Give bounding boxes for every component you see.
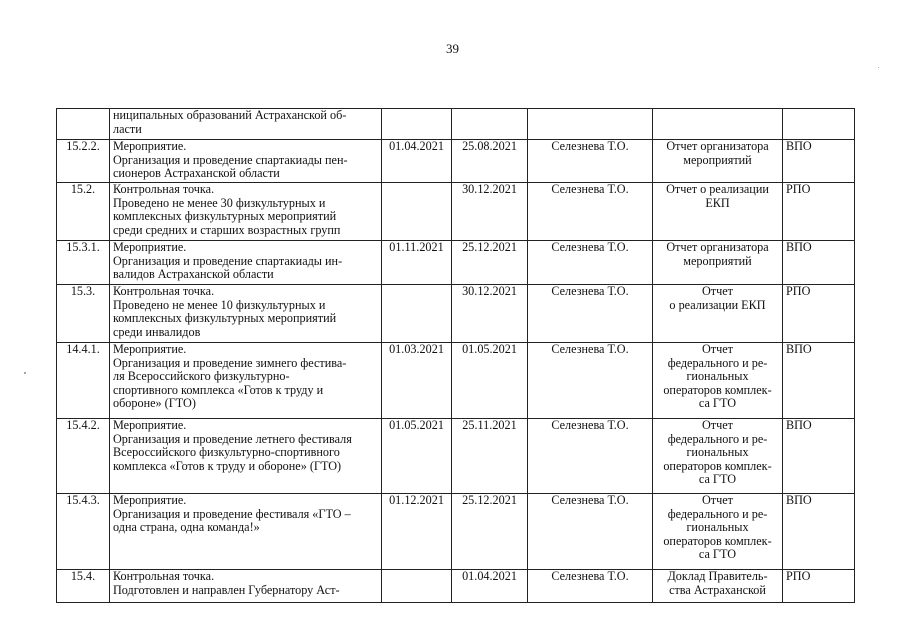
document-cell-line: Отчет организатора — [666, 240, 769, 254]
document-cell — [653, 109, 783, 140]
end-date-cell: 25.11.2021 — [452, 419, 528, 494]
document-cell — [653, 140, 783, 183]
start-date-cell — [382, 109, 452, 140]
description-cell-line: ля Всероссийского физкультурно- — [113, 369, 290, 383]
responsible-cell: Селезнева Т.О. — [528, 183, 653, 241]
description-cell — [110, 140, 382, 183]
item-number-cell: 14.4.1. — [57, 343, 110, 419]
end-date-cell: 25.12.2021 — [452, 494, 528, 570]
level-cell: РПО — [783, 285, 855, 343]
document-cell-line: Отчет — [702, 493, 733, 507]
description-cell-line: Организация и проведение фестиваля «ГТО – — [113, 506, 351, 521]
document-cell-line: Отчет — [702, 342, 733, 356]
description-cell-line: комплексных физкультурных мероприятий — [113, 311, 337, 325]
description-cell — [110, 570, 382, 603]
description-cell-line: Организация и проведение спартакиады ин- — [113, 253, 343, 268]
document-cell-line: федерального и ре- — [667, 431, 768, 446]
level-cell — [783, 109, 855, 140]
document-cell-line: са ГТО — [698, 547, 737, 561]
start-date-cell: 01.03.2021 — [382, 343, 452, 419]
description-cell — [110, 285, 382, 343]
table-row — [57, 343, 855, 419]
responsible-cell: Селезнева Т.О. — [528, 343, 653, 419]
description-cell-line: Контрольная точка. — [113, 569, 215, 583]
start-date-cell: 01.04.2021 — [382, 140, 452, 183]
description-cell-line: Организация и проведение летнего фестиваля — [113, 431, 352, 446]
table-row — [57, 183, 855, 241]
description-cell — [110, 241, 382, 285]
scan-speck — [24, 372, 26, 374]
start-date-cell: 01.11.2021 — [382, 241, 452, 285]
document-cell-line: гиональных — [686, 445, 749, 459]
responsible-cell: Селезнева Т.О. — [528, 494, 653, 570]
responsible-cell: Селезнева Т.О. — [528, 241, 653, 285]
description-cell — [110, 183, 382, 241]
document-cell — [653, 241, 783, 285]
scan-speck — [878, 67, 879, 68]
document-cell — [653, 570, 783, 603]
document-cell-line: са ГТО — [698, 396, 737, 410]
end-date-cell: 30.12.2021 — [452, 285, 528, 343]
end-date-cell: 25.12.2021 — [452, 241, 528, 285]
document-cell — [653, 494, 783, 570]
document-cell-line: са ГТО — [698, 472, 737, 486]
responsible-cell: Селезнева Т.О. — [528, 570, 653, 603]
document-cell-line: гиональных — [686, 369, 749, 383]
start-date-cell — [382, 285, 452, 343]
description-cell-line: комплексных физкультурных мероприятий — [113, 209, 337, 223]
description-cell — [110, 109, 382, 140]
document-cell-line: Доклад Правитель- — [667, 569, 768, 583]
item-number-cell: 15.4.3. — [57, 494, 110, 570]
document-cell-line: операторов комплек- — [663, 533, 772, 548]
document-cell-line: ЕКП — [705, 195, 730, 210]
responsible-cell: Селезнева Т.О. — [528, 140, 653, 183]
description-cell-line: валидов Астраханской области — [113, 267, 274, 281]
responsible-cell — [528, 109, 653, 140]
description-cell-line: Контрольная точка. — [113, 284, 215, 298]
table-row — [57, 570, 855, 603]
document-cell — [653, 343, 783, 419]
description-cell-line: спортивного комплекса «Готов к труду и — [113, 382, 324, 397]
description-cell-line: Мероприятие. — [113, 493, 187, 507]
document-cell — [653, 419, 783, 494]
item-number-cell: 15.4. — [57, 570, 110, 603]
description-cell — [110, 494, 382, 570]
document-cell — [653, 285, 783, 343]
description-cell-line: Контрольная точка. — [113, 182, 215, 196]
description-cell-line: Организация и проведение зимнего фестива- — [113, 355, 347, 370]
description-cell-line: комплекса «Готов к труду и обороне» (ГТО) — [113, 458, 342, 473]
description-cell-line: Организация и проведение спартакиады пен- — [113, 152, 348, 167]
document-cell-line: мероприятий — [683, 152, 752, 167]
item-number-cell — [57, 109, 110, 140]
level-cell: РПО — [783, 570, 855, 603]
document-cell — [653, 183, 783, 241]
document-cell-line: Отчет о реализации — [666, 182, 769, 196]
description-cell-line: Всероссийского физкультурно-спортивного — [113, 445, 340, 459]
item-number-cell: 15.4.2. — [57, 419, 110, 494]
description-cell — [110, 419, 382, 494]
table-row — [57, 109, 855, 140]
document-cell-line: мероприятий — [683, 253, 752, 268]
end-date-cell: 01.05.2021 — [452, 343, 528, 419]
responsible-cell: Селезнева Т.О. — [528, 419, 653, 494]
item-number-cell: 15.2.2. — [57, 140, 110, 183]
end-date-cell: 01.04.2021 — [452, 570, 528, 603]
item-number-cell: 15.3.1. — [57, 241, 110, 285]
start-date-cell — [382, 570, 452, 603]
start-date-cell — [382, 183, 452, 241]
plan-table — [56, 108, 855, 603]
table-row — [57, 494, 855, 570]
document-cell-line: операторов комплек- — [663, 382, 772, 397]
document-cell-line: операторов комплек- — [663, 458, 772, 473]
description-cell-line: Мероприятие. — [113, 139, 187, 153]
description-cell-line: среди средних и старших возрастных групп — [113, 222, 341, 237]
description-cell-line: сионеров Астраханской области — [113, 166, 280, 180]
item-number-cell: 15.2. — [57, 183, 110, 241]
description-cell-line: Мероприятие. — [113, 342, 187, 356]
description-cell-line: ласти — [113, 121, 142, 136]
level-cell: ВПО — [783, 343, 855, 419]
page-number: 39 — [446, 41, 459, 56]
description-cell-line: Мероприятие. — [113, 418, 187, 432]
table-row — [57, 285, 855, 343]
document-cell-line: Отчет — [702, 284, 733, 298]
document-cell-line: Отчет — [702, 418, 733, 432]
description-cell-line: ниципальных образований Астраханской об- — [113, 108, 347, 122]
document-cell-line: о реализации ЕКП — [669, 297, 766, 312]
description-cell-line: одна страна, одна команда!» — [113, 520, 260, 534]
description-cell — [110, 343, 382, 419]
end-date-cell: 30.12.2021 — [452, 183, 528, 241]
description-cell-line: среди инвалидов — [113, 324, 201, 339]
description-cell-line: Проведено не менее 10 физкультурных и — [113, 297, 326, 312]
responsible-cell: Селезнева Т.О. — [528, 285, 653, 343]
end-date-cell — [452, 109, 528, 140]
start-date-cell: 01.05.2021 — [382, 419, 452, 494]
level-cell: РПО — [783, 183, 855, 241]
document-cell-line: гиональных — [686, 520, 749, 534]
table-row — [57, 241, 855, 285]
description-cell-line: Мероприятие. — [113, 240, 187, 254]
description-cell-line: Проведено не менее 30 физкультурных и — [113, 195, 326, 210]
level-cell: ВПО — [783, 494, 855, 570]
level-cell: ВПО — [783, 419, 855, 494]
level-cell: ВПО — [783, 140, 855, 183]
end-date-cell: 25.08.2021 — [452, 140, 528, 183]
document-cell-line: федерального и ре- — [667, 355, 768, 370]
description-cell-line: обороне» (ГТО) — [113, 396, 196, 410]
document-cell-line: федерального и ре- — [667, 506, 768, 521]
item-number-cell: 15.3. — [57, 285, 110, 343]
start-date-cell: 01.12.2021 — [382, 494, 452, 570]
document-cell-line: ства Астраханской — [669, 582, 766, 597]
table-row — [57, 419, 855, 494]
level-cell: ВПО — [783, 241, 855, 285]
table-row — [57, 140, 855, 183]
document-cell-line: Отчет организатора — [666, 139, 769, 153]
description-cell-line: Подготовлен и направлен Губернатору Аст- — [113, 582, 340, 597]
